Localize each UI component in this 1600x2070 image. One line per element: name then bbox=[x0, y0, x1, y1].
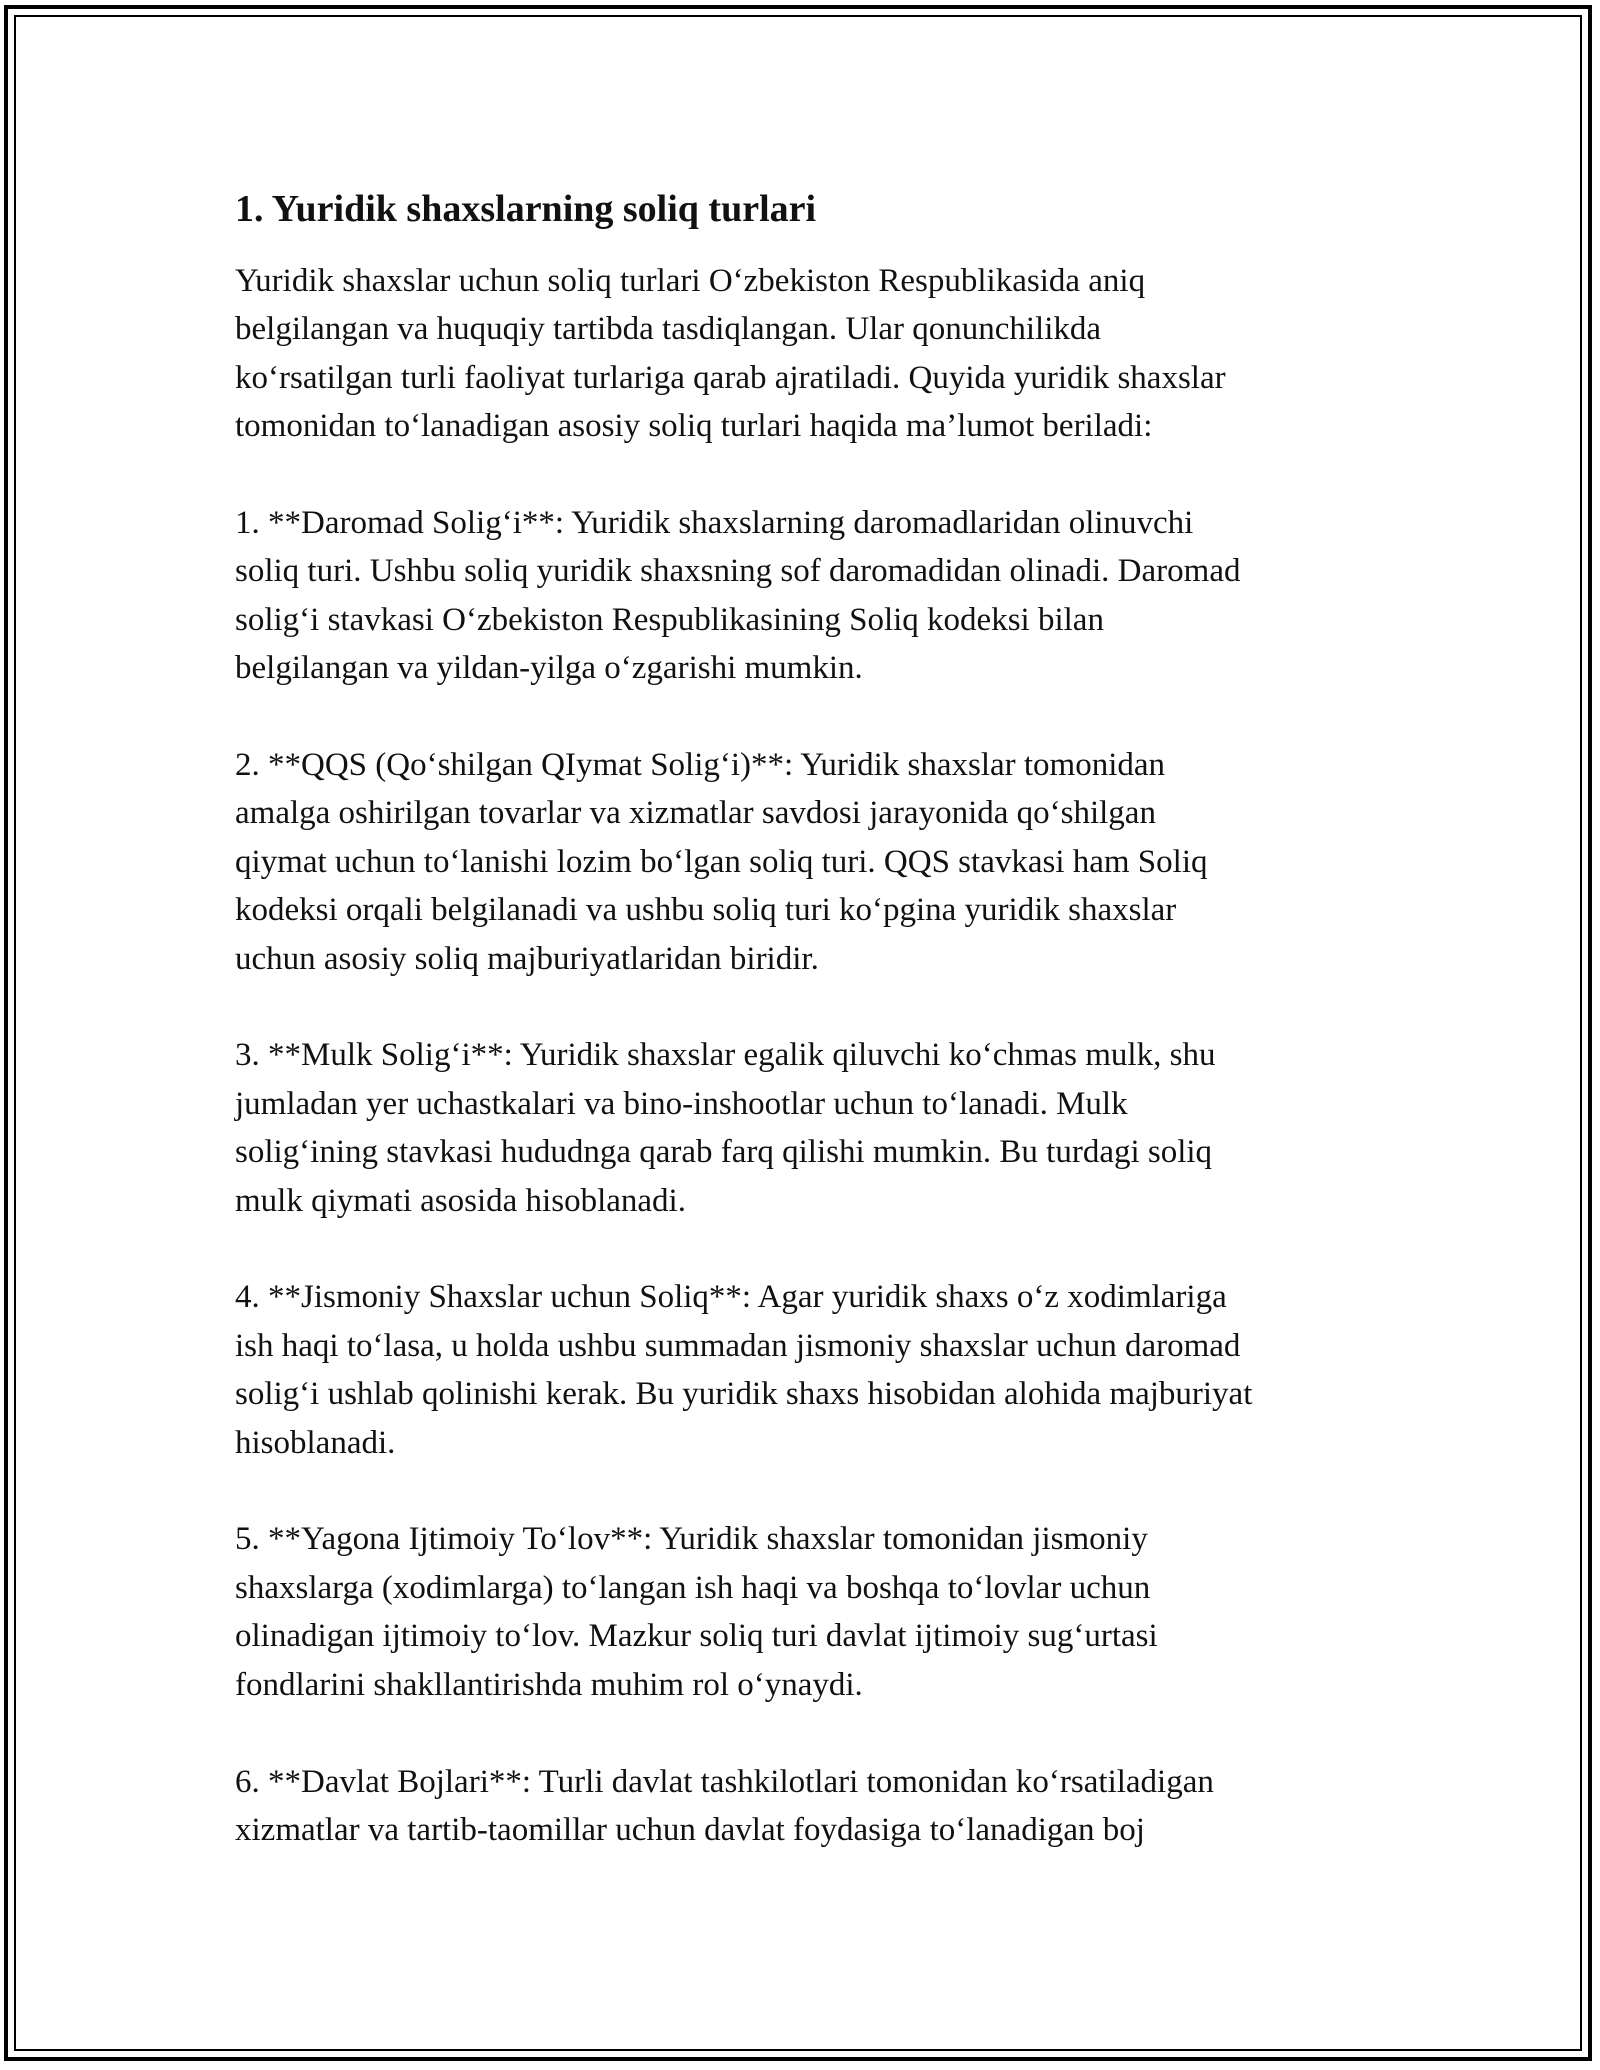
section-heading: 1. Yuridik shaxslarning soliq turlari bbox=[235, 188, 817, 230]
list-item-yagona-ijtimoiy-tolov: 5. **Yagona Ijtimoiy To‘lov**: Yuridik shaxslar tomonidan jismoniy shaxslarga (xodimlarga) to‘langan ish haqi va boshqa to‘lovlar uchun olinadigan ijtimoiy to‘lov. Mazkur soliq turi davlat ijtimoiy sug‘urtasi fondlarini shakllantirishda muhim rol o‘ynaydi. bbox=[235, 1521, 1158, 1703]
list-item-qqs: 2. **QQS (Qo‘shilgan QIymat Solig‘i)**: Yuridik shaxslar tomonidan amalga oshirilgan tovarlar va xizmatlar savdosi jarayonida qo‘shilgan qiymat uchun to‘lanishi lozim bo‘lgan soliq turi. QQS stavkasi ham Soliq kodeksi orqali belgilanadi va ushbu soliq turi ko‘pgina yuridik shaxslar uchun asosiy soliq majburiyatlaridan biridir. bbox=[235, 747, 1208, 977]
list-item-davlat-bojlari: 6. **Davlat Bojlari**: Turli davlat tashkilotlari tomonidan ko‘rsatiladigan xizmatlar va tartib-taomillar uchun davlat foydasiga to‘lanadigan boj bbox=[235, 1763, 1214, 1848]
list-item-mulk-soligi: 3. **Mulk Solig‘i**: Yuridik shaxslar egalik qiluvchi ko‘chmas mulk, shu jumladan yer uchastkalari va bino-inshootlar uchun to‘lanadi. Mulk solig‘ining stavkasi hududnga qarab farq qilishi mumkin. Bu turdagi soliq mulk qiymati asosida hisoblanadi. bbox=[235, 1037, 1216, 1219]
document-body bbox=[235, 185, 1395, 1903]
list-item-jismoniy-shaxslar-soligi: 4. **Jismoniy Shaxslar uchun Soliq**: Agar yuridik shaxs o‘z xodimlariga ish haqi to‘lasa, u holda ushbu summadan jismoniy shaxslar uchun daromad solig‘i ushlab qolinishi kerak. Bu yuridik shaxs hisobidan alohida majburiyat hisoblanadi. bbox=[235, 1279, 1253, 1461]
intro-paragraph: Yuridik shaxslar uchun soliq turlari O‘zbekiston Respublikasida aniq belgilangan va huquqiy tartibda tasdiqlangan. Ular qonunchilikda ko‘rsatilgan turli faoliyat turlariga qarab ajratiladi. Quyida yuridik shaxslar tomonidan to‘lanadigan asosiy soliq turlari haqida ma’lumot beriladi: bbox=[235, 263, 1226, 445]
list-item-daromad-soligi: 1. **Daromad Solig‘i**: Yuridik shaxslarning daromadlaridan olinuvchi soliq turi. Ushbu soliq yuridik shaxsning sof daromadidan olinadi. Daromad solig‘i stavkasi O‘zbekiston Respublikasining Soliq kodeksi bilan belgilangan va yildan-yilga o‘zgarishi mumkin. bbox=[235, 505, 1241, 687]
